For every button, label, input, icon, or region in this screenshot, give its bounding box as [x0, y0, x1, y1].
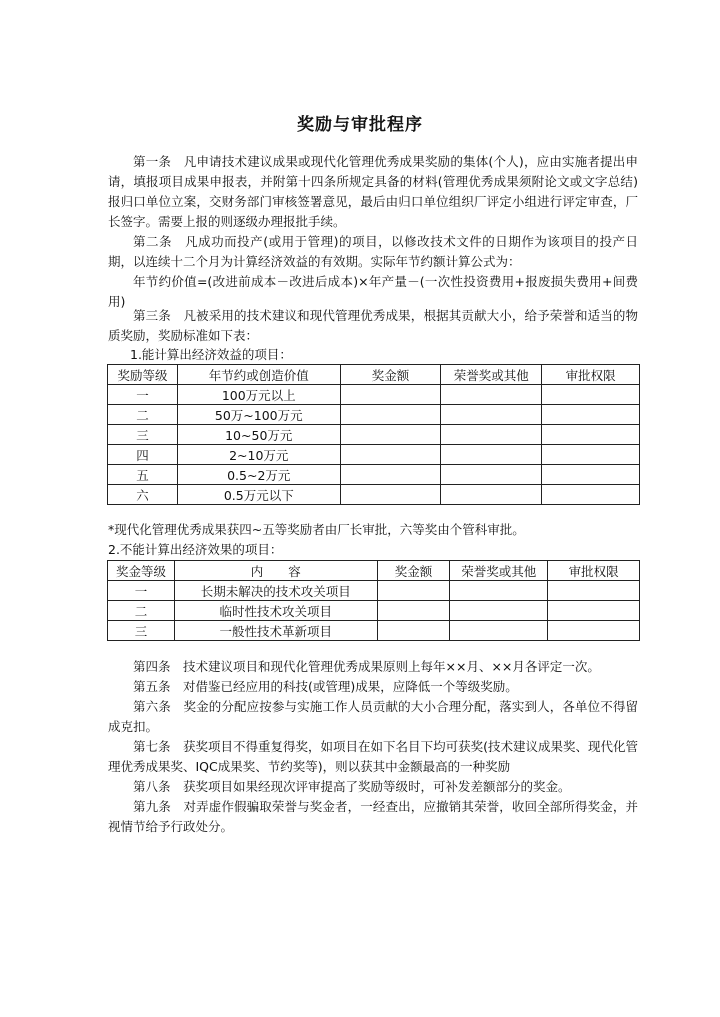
empty-cell	[340, 485, 441, 505]
table-row	[108, 485, 640, 505]
table-row	[108, 601, 640, 621]
content-cell: 临时性技术攻关项目	[174, 601, 377, 621]
value-cell: 2~10万元	[177, 445, 340, 465]
content-cell: 长期未解决的技术攻关项目	[174, 581, 377, 601]
empty-cell	[441, 445, 542, 465]
header-cell: 审批权限	[548, 561, 640, 581]
empty-cell	[441, 405, 542, 425]
header-cell: 审批权限	[542, 365, 640, 385]
table-row	[108, 621, 640, 641]
empty-cell	[542, 485, 640, 505]
grade-cell: 五	[108, 465, 178, 485]
header-cell: 奖金额	[340, 365, 441, 385]
empty-cell	[441, 485, 542, 505]
approval-note: *现代化管理优秀成果获四~五等奖励者由厂长审批，六等奖由个管科审批。	[108, 522, 525, 537]
non-economic-table	[107, 560, 640, 641]
table2-caption: 2.不能计算出经济效果的项目：	[108, 542, 283, 557]
empty-cell	[542, 445, 640, 465]
empty-cell	[548, 601, 640, 621]
empty-cell	[542, 405, 640, 425]
article-1: 第一条 凡申请技术建议成果或现代化管理优秀成果奖励的集体(个人)，应由实施者提出申请，填报项目成果申报表，并附第十四条所规定具备的材料(管理优秀成果须附论文或文字总结)报归口单位立案，交财务部门审核签署意见，最后由归口单位组织厂评定小组进行评定审查，厂长签字。需要上报的则逐级办理报批手续。	[108, 154, 638, 229]
grade-cell: 一	[108, 581, 175, 601]
grade-cell: 四	[108, 445, 178, 465]
empty-cell	[340, 425, 441, 445]
empty-cell	[340, 405, 441, 425]
empty-cell	[441, 385, 542, 405]
economic-benefit-table	[107, 364, 640, 505]
article-4: 第四条 技术建议项目和现代化管理优秀成果原则上每年××月、××月各评定一次。	[133, 659, 600, 674]
empty-cell	[340, 465, 441, 485]
header-cell: 奖金等级	[108, 561, 175, 581]
document-title: 奖励与审批程序	[297, 115, 423, 135]
empty-cell	[542, 385, 640, 405]
header-cell: 奖励等级	[108, 365, 178, 385]
header-cell: 奖金额	[377, 561, 450, 581]
header-cell: 荣誉奖或其他	[441, 365, 542, 385]
header-cell: 内 容	[174, 561, 377, 581]
empty-cell	[548, 621, 640, 641]
header-cell: 荣誉奖或其他	[450, 561, 548, 581]
empty-cell	[340, 445, 441, 465]
empty-cell	[548, 581, 640, 601]
value-cell: 100万元以上	[177, 385, 340, 405]
article-3: 第三条 凡被采用的技术建议和现代管理优秀成果，根据其贡献大小，给予荣誉和适当的物质奖励，奖励标准如下表：	[108, 308, 638, 343]
value-cell: 10~50万元	[177, 425, 340, 445]
article-6: 第六条 奖金的分配应按参与实施工作人员贡献的大小合理分配，落实到人，各单位不得留成克扣。	[108, 699, 638, 734]
article-8: 第八条 获奖项目如果经现次评审提高了奖励等级时，可补发差额部分的奖金。	[133, 779, 571, 794]
table-row	[108, 385, 640, 405]
grade-cell: 三	[108, 621, 175, 641]
empty-cell	[542, 465, 640, 485]
empty-cell	[441, 465, 542, 485]
article-7: 第七条 获奖项目不得重复得奖，如项目在如下名目下均可获奖(技术建议成果奖、现代化管理优秀成果奖、IQC成果奖、节约奖等)，则以获其中金额最高的一种奖励	[108, 739, 638, 774]
formula: 年节约价值=(改进前成本－改进后成本)×年产量－(一次性投资费用+报废损失费用+间费用)	[108, 274, 638, 309]
article-9: 第九条 对弄虚作假骗取荣誉与奖金者，一经查出，应撤销其荣誉，收回全部所得奖金，并视情节给予行政处分。	[108, 799, 638, 834]
article-5: 第五条 对借鉴已经应用的科技(或管理)成果，应降低一个等级奖励。	[133, 679, 518, 694]
grade-cell: 二	[108, 405, 178, 425]
grade-cell: 六	[108, 485, 178, 505]
grade-cell: 一	[108, 385, 178, 405]
empty-cell	[340, 385, 441, 405]
header-cell: 年节约或创造价值	[177, 365, 340, 385]
grade-cell: 二	[108, 601, 175, 621]
empty-cell	[450, 621, 548, 641]
table-row	[108, 465, 640, 485]
empty-cell	[377, 621, 450, 641]
empty-cell	[441, 425, 542, 445]
value-cell: 0.5~2万元	[177, 465, 340, 485]
table-row	[108, 425, 640, 445]
table-row	[108, 405, 640, 425]
content-cell: 一般性技术革新项目	[174, 621, 377, 641]
value-cell: 50万~100万元	[177, 405, 340, 425]
value-cell: 0.5万元以下	[177, 485, 340, 505]
grade-cell: 三	[108, 425, 178, 445]
empty-cell	[542, 425, 640, 445]
empty-cell	[377, 601, 450, 621]
empty-cell	[450, 601, 548, 621]
table-row	[108, 445, 640, 465]
table-header-row	[108, 365, 640, 385]
table-header-row	[108, 561, 640, 581]
article-2: 第二条 凡成功而投产(或用于管理)的项目，以修改技术文件的日期作为该项目的投产日期，以连续十二个月为计算经济效益的有效期。实际年节约额计算公式为：	[108, 234, 638, 269]
table1-caption: 1.能计算出经济效益的项目：	[130, 347, 292, 362]
empty-cell	[377, 581, 450, 601]
table-row	[108, 581, 640, 601]
empty-cell	[450, 581, 548, 601]
